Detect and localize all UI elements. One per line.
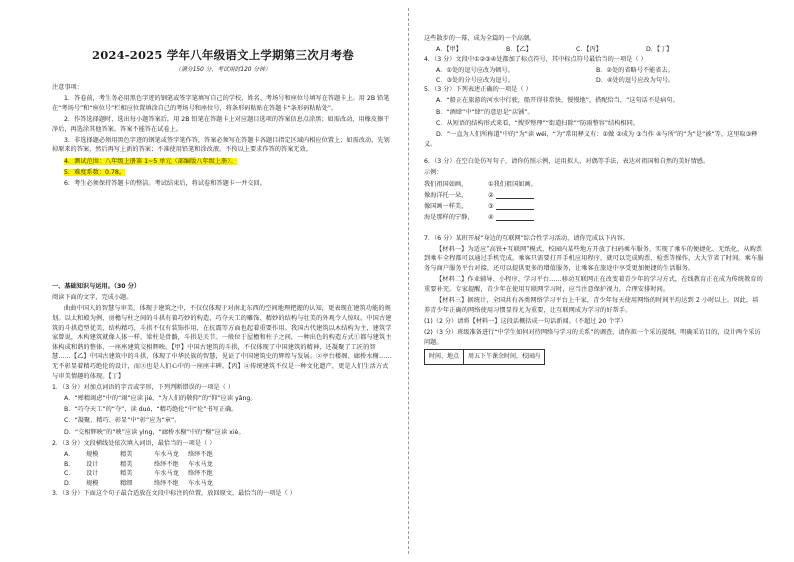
q6-example-label: 示例：: [424, 169, 443, 177]
note-item: 2．作答选择题时，选出每小题答案后，用 2B 铅笔在答题卡上对应题目选项的答案信息点涂黑；如需改动，用橡皮擦干净后，再选涂其他答案。答案不能答在试卷上。: [52, 116, 390, 133]
q4-options: [424, 66, 764, 85]
interview-table: [424, 349, 545, 365]
q4-option[interactable]: B．②处的省略号不能省去。: [596, 67, 674, 75]
q1-stem: 1．（3 分）对加点词语的字音或字形，下列判断错误的一项是（ ）: [52, 383, 234, 391]
q4-option[interactable]: A．①处的逗号应改为顿号。: [436, 67, 514, 75]
q6-row: 像海洋托一朵， ②: [424, 191, 764, 202]
section1-heading: 一、基础知识与运用。（30 分）: [52, 283, 141, 290]
q2-option-row[interactable]: C． 设计 精美 车水马龙 络绎不绝: [64, 470, 213, 478]
highlighted-scope: 4．测试范围：八年级上册第 1~5 单元（部编版八年级上册）。: [64, 157, 237, 165]
q2-option-row[interactable]: A． 规模 精美 车水马龙 络绎不绝: [64, 451, 213, 459]
q2-option-row[interactable]: D． 规模 精细 络绎不绝 车水马龙: [64, 479, 213, 487]
q5-option[interactable]: D．“一直为人们所称道”中的“为”读 wéi，“为”常用释义有：①做 ②成为 ③当作 ④与所”的“为”是“被”等，这里取③释义。: [424, 131, 758, 148]
section1-block: [52, 282, 394, 500]
notes-heading: 注意事项：: [52, 84, 83, 91]
left-column: [52, 0, 394, 562]
q5-option[interactable]: B．“酒肆”中“肆”的意思是“店铺”。: [436, 108, 534, 116]
q1-option[interactable]: B．“巧夺天工”的“夺”，读 duó，“精巧绝伦”中“伦”书写正确。: [64, 406, 238, 414]
table-row: [425, 349, 545, 364]
q6-row: 海是那样的宁静， ④: [424, 213, 764, 224]
q3-continuation: 这些散步的一幕，成为全篇的一个高潮。: [424, 35, 536, 42]
q7-sub2: (2)（3 分）班级准备进行“中学生如何对待网络与学习的关系”的调查，请你拟一个采访提纲，明确采访目的，设计两个采访问题。: [424, 329, 761, 346]
right-top-block: [424, 34, 764, 365]
q5-stem: 5．（3 分）下列表述正确的一项是（ ）: [424, 86, 532, 94]
q2-options: [52, 450, 394, 488]
answer-blank[interactable]: [496, 192, 534, 199]
note-item: 1．答卷前，考生务必用黑色字迹的钢笔或签字笔填写自己的学校、姓名、考场号和座位号填写在答题卡上。用 2B 铅笔在“考场号”和“座位号”栏相应位置填涂自己的考场号和座位号，将条形码粘贴在答题卡“条形码粘贴处”。: [52, 95, 390, 112]
table-cell-label: 时间、地点: [425, 349, 464, 364]
exam-title: 2024-2025 学年八年级语文上学期第三次月考卷: [92, 48, 354, 62]
answer-blank[interactable]: [496, 203, 534, 210]
note-item: 3．非选择题必须用黑色字迹的钢笔或签字笔作答，答案必须写在答题卡各题目指定区域内相应位置上；如需改动，先划掉原来的答案，然后再写上新的答案；不准使用铅笔和涂改液。不按以上要求作答的答案无效。: [52, 136, 390, 154]
section1-intro: 阅读下面的文字，完成小题。: [52, 294, 133, 302]
column-divider: [408, 8, 409, 554]
reading-passage: 曲曲中国人的智慧与审美，体现于建筑之中，不仅仅体现于对南北东西的空间地理把握的认知，更表现在建筑功能的规划。以太和殿为例，房檐与柱之间的斗拱有着巧妙的构造，巧夺天工的雕饰、精妙的结构与壮美的外观令人惊叹。中国古建筑的斗拱造型优美，结构精巧，斗拱不仅有装饰作用，在抗震等方面也起着重要作用。我国古代建筑以木结构为主，建筑学家曾说，木构建筑就像人体一样，梁柱是骨骼，斗拱是关节。一般位于屋檐和柱子之间，一种出色的构造方式①都与建筑主体构成和谐的整体，一座座建筑交相辉映。【甲】中国古建筑的斗拱，不仅体现了中国建筑的精神，还凝聚了工匠的智慧……【乙】中国古建筑中的斗拱，体现了中华民族的智慧，见证了中国建筑史的辉煌与发展。②亭台楼阁、廊桥水榭……无不彰显着精巧绝伦的设计，而③也是人们心中的一座座丰碑。【丙】④传统建筑不仅是一种文化遗产，更是人们生活方式与审美情趣的体现。【丁】: [52, 305, 392, 380]
q6-stem: 6．（3 分）在空白处仿写句子，请你仿照示例，运用拟人、对偶等手法，表达对祖国和自然的美好情感。: [424, 158, 710, 166]
q3-option[interactable]: D．【丁】: [646, 46, 673, 54]
q6-rows: [424, 180, 764, 224]
q3-option[interactable]: A．【甲】: [436, 46, 462, 54]
note-item-scope: [52, 157, 394, 167]
q6-row: 像国画一样美， ③: [424, 202, 764, 213]
q4-option[interactable]: C．③处的分号应改为逗号。: [436, 76, 514, 84]
q3-option[interactable]: B．【乙】: [506, 46, 532, 54]
q2-option-row[interactable]: B． 设计 精美 络绎不绝 车水马龙: [64, 460, 213, 468]
highlighted-difficulty: 5．难度系数：0.78。: [64, 168, 126, 176]
q1-option[interactable]: A．“殚精竭虑”中的“竭”应读 jié，“为人们的敬仰”的“仰”应读 yǎng。: [64, 395, 257, 403]
q3-options: [424, 45, 764, 55]
q1-option[interactable]: C．“凝聚、精巧、彰显”中“彰”应为“章”。: [64, 417, 181, 425]
q3-option[interactable]: C．【丙】: [576, 46, 602, 54]
q4-option[interactable]: D．④处的逗号应改为句号。: [596, 76, 675, 84]
q6-row: 我们祖国如画， ①我们祖国如画。: [424, 181, 537, 189]
q1-option[interactable]: D．“交相辉映”的“映”应读 yìng，“廊桥水榭”中的“榭”应读 xiè。: [64, 428, 245, 436]
notes-block: [52, 83, 394, 190]
exam-subtitle: （满分150 分，考试用时120 分钟）: [175, 67, 271, 73]
right-column: [424, 0, 764, 562]
answer-blank[interactable]: [496, 214, 534, 221]
q7-sub1: (1)（2 分）请将【材料一】这段话概括成一句话新闻。（不超过 20 个字）: [424, 317, 627, 325]
q7-stem: 7．（6 分）某班开展“身边的互联网”综合性学习活动，请你完成以下内容。: [424, 234, 629, 242]
q7-material-1: 【材料一】为适应“高铁+互联网”模式，校园内某些地方开放了扫码乘车服务，实现了乘车的便捷化、无纸化，从购票到乘车全程都可以通过手机完成。乘客只需要打开手机应用程序，就可以完成购票、检票等操作，大大节省了时间。乘车服务与商户服务平台对接，还可以提供更多的增值服务，让乘客在旅途中享受更加便捷的生活服务。: [424, 245, 764, 273]
q5-option[interactable]: A．“船正在旅游的河水中行驶，船开得非常快，慢慢地”，搭配恰当，“这句话不是病句。: [436, 97, 679, 105]
q4-stem: 4．（3 分）文段中①②③④处都加了标点符号，其中标点符号最恰当的一项是（ ）: [424, 55, 647, 63]
q7-material-3: 【材料三】据统计，全国共有各类网络学习平台上千家，青少年每天使用网络的时间平均达到 2 小时以上。因此，培养青少年正确的网络使用习惯显得尤为重要，让互联网成为学习的好帮手。: [424, 297, 759, 314]
note-item: 6．考生必须保持答题卡的整洁。考试结束后，将试卷和答题卡一并交回。: [64, 180, 266, 188]
q3-stem: 3．（3 分）下面这个句子最合适放在文段中标注的位置，放回原文，最恰当的一项是（ ）: [52, 489, 296, 497]
q7-material-2: 【材料二】作业辅导、小程序、学习平台……移动互联网正在改变着青少年的学习方式，在线教育正在成为传统教育的重要补充。专家提醒，青少年在使用互联网学习时，应当注意保护视力，合理安排时间。: [424, 276, 763, 293]
note-item-difficulty: [52, 168, 394, 178]
q5-option[interactable]: C．从短语的结构形式来看，“搜罗整理”“街道扫除”“防雨整容”结构相同。: [436, 119, 639, 127]
table-cell-value[interactable]: 周五下午课余时间，校园内: [464, 349, 545, 364]
q2-stem: 2．（3 分）文段横线处依次填入词语，最恰当的一项是（ ）: [52, 439, 216, 447]
